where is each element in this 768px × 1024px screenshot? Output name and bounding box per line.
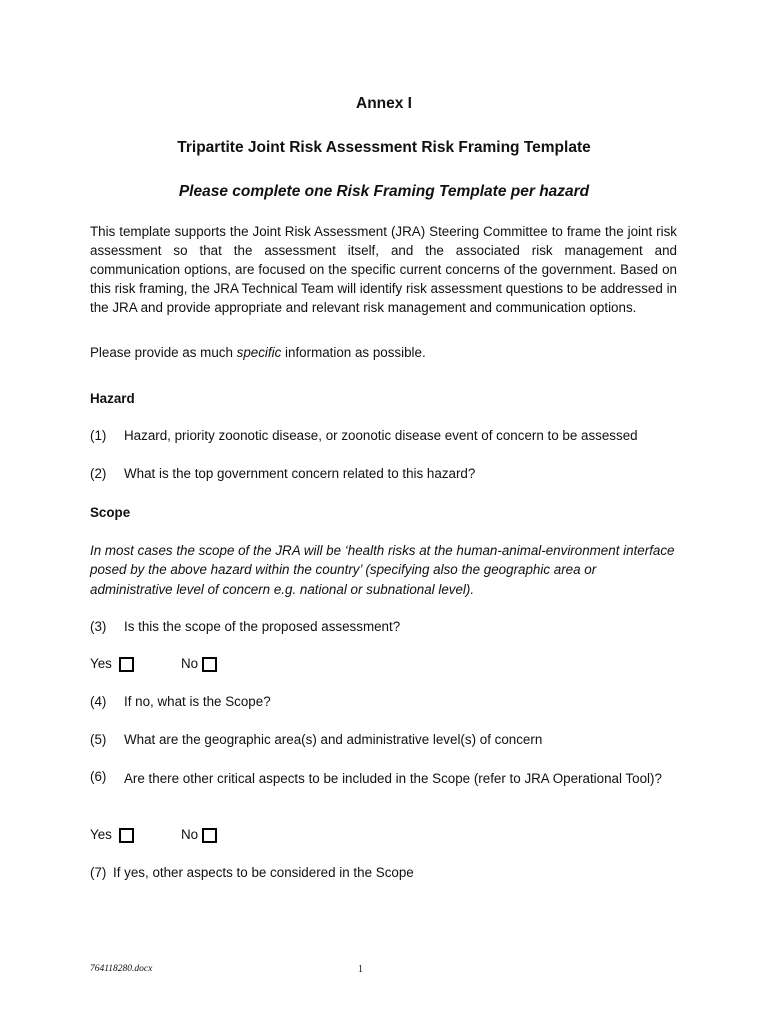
no-checkbox-q6[interactable] xyxy=(202,828,217,843)
question-number-7: (7) xyxy=(90,865,107,880)
footer-filename: 764118280.docx xyxy=(90,964,153,974)
yes-checkbox-q3[interactable] xyxy=(119,657,134,672)
yes-label-q3: Yes xyxy=(90,656,112,671)
intro-paragraph: This template supports the Joint Risk Assessment (JRA) Steering Committee to frame the joint risk assessment so that the assessment itself, and the associated risk management and communication options, are focused on the specific current concerns of the government. Based on this risk framing, the JRA Technical Team will identify risk assessment questions to be addressed in the JRA and provide appropriate and relevant risk management and communication options. xyxy=(90,224,677,316)
question-number-2: (2) xyxy=(90,466,107,481)
question-number-6: (6) xyxy=(90,769,107,784)
document-subtitle: Please complete one Risk Framing Template per hazard xyxy=(178,183,590,200)
question-5: What are the geographic area(s) and administrative level(s) of concern xyxy=(124,732,543,747)
yes-label-q6: Yes xyxy=(90,827,112,842)
question-2: What is the top government concern related to this hazard? xyxy=(124,466,476,481)
scope-note: In most cases the scope of the JRA will be ‘health risks at the human-animal-environment interface posed by the above hazard within the country’ (specifying also the geographic area or administrative level of concern e.g. national or subnational level). xyxy=(90,543,675,597)
footer-page-number: 1 xyxy=(358,964,363,975)
no-label-q3: No xyxy=(181,656,199,671)
yes-checkbox-q6[interactable] xyxy=(119,828,134,843)
provide-prefix: Please provide as much xyxy=(90,345,237,360)
no-label-q6: No xyxy=(181,827,199,842)
question-3: Is this the scope of the proposed assessment? xyxy=(124,619,401,634)
question-1: Hazard, priority zoonotic disease, or zoonotic disease event of concern to be assessed xyxy=(124,428,638,443)
question-4: If no, what is the Scope? xyxy=(124,694,271,709)
question-6: Are there other critical aspects to be included in the Scope (refer to JRA Operational Tool)? xyxy=(124,771,662,786)
provide-info-line xyxy=(90,345,426,360)
provide-emphasis: specific xyxy=(236,345,282,360)
question-number-5: (5) xyxy=(90,732,107,747)
question-number-4: (4) xyxy=(90,694,107,709)
document-title: Tripartite Joint Risk Assessment Risk Framing Template xyxy=(177,139,591,156)
question-7: If yes, other aspects to be considered in the Scope xyxy=(113,865,414,880)
hazard-heading: Hazard xyxy=(90,391,135,406)
scope-heading: Scope xyxy=(90,505,131,520)
question-number-3: (3) xyxy=(90,619,107,634)
provide-suffix: information as possible. xyxy=(281,345,426,360)
question-number-1: (1) xyxy=(90,428,107,443)
no-checkbox-q3[interactable] xyxy=(202,657,217,672)
annex-label: Annex I xyxy=(356,95,412,112)
